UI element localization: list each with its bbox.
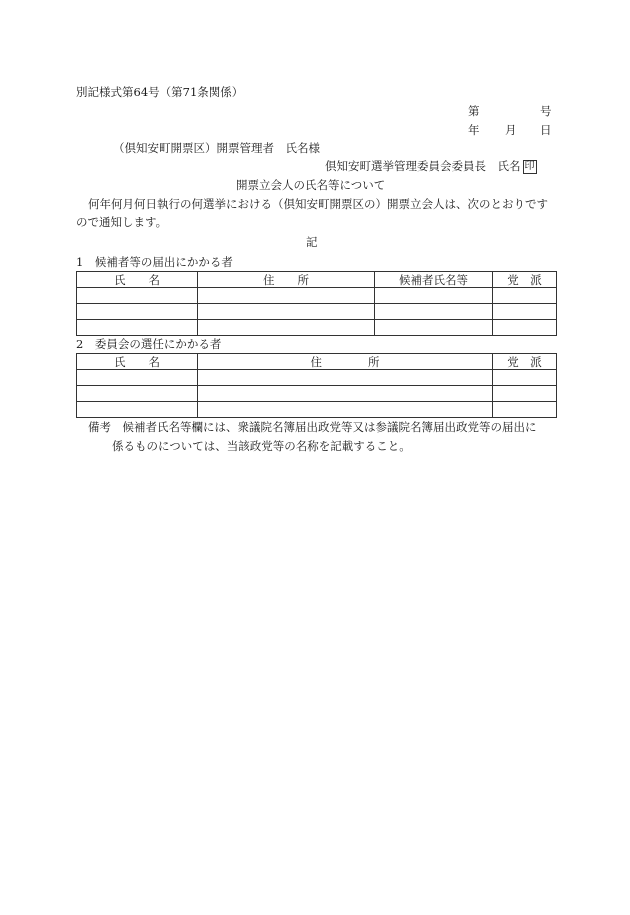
sender xyxy=(325,159,537,174)
cell-party xyxy=(493,320,557,336)
cell-address xyxy=(198,288,375,304)
cell-address xyxy=(198,386,493,402)
subject: 開票立会人の氏名等について xyxy=(236,178,386,192)
cell-name xyxy=(77,304,198,320)
header-party: 党 派 xyxy=(493,354,557,370)
note-line-1: 備考 候補者氏名等欄には、衆議院名簿届出政党等又は参議院名簿届出政党等の届出に xyxy=(88,420,537,434)
note-line-2: 係るものについては、当該政党等の名称を記載すること。 xyxy=(112,439,411,453)
seal-box: 印 xyxy=(524,161,535,172)
body-line-2: ので通知します。 xyxy=(76,215,168,229)
number-go: 号 xyxy=(540,104,552,118)
section1-table xyxy=(76,271,557,336)
table-row xyxy=(77,304,557,320)
number-dai: 第 xyxy=(468,104,480,118)
cell-candidate xyxy=(375,304,493,320)
cell-name xyxy=(77,386,198,402)
table-row xyxy=(77,320,557,336)
section2-title: 2 委員会の選任にかかる者 xyxy=(76,337,222,351)
cell-candidate xyxy=(375,288,493,304)
cell-party xyxy=(493,304,557,320)
ki-heading: 記 xyxy=(306,235,318,249)
cell-candidate xyxy=(375,320,493,336)
table-header-row xyxy=(77,354,557,370)
form-id: 別記様式第64号（第71条関係） xyxy=(76,85,244,99)
header-address: 住 所 xyxy=(198,354,493,370)
cell-name xyxy=(77,320,198,336)
cell-address xyxy=(198,370,493,386)
cell-address xyxy=(198,304,375,320)
header-name: 氏 名 xyxy=(77,272,198,288)
header-candidate: 候補者氏名等 xyxy=(375,272,493,288)
cell-party xyxy=(493,386,557,402)
date-year: 年 xyxy=(468,123,480,137)
cell-name xyxy=(77,370,198,386)
header-address: 住 所 xyxy=(198,272,375,288)
header-party: 党 派 xyxy=(493,272,557,288)
table-row xyxy=(77,402,557,418)
date-day: 日 xyxy=(540,123,552,137)
table-row xyxy=(77,370,557,386)
cell-party xyxy=(493,370,557,386)
cell-party xyxy=(493,402,557,418)
table-row xyxy=(77,288,557,304)
sender-name: 倶知安町選挙管理委員会委員長 氏名 xyxy=(325,159,521,173)
date-month: 月 xyxy=(505,123,517,137)
cell-address xyxy=(198,402,493,418)
cell-address xyxy=(198,320,375,336)
body-line-1: 何年何月何日執行の何選挙における（倶知安町開票区の）開票立会人は、次のとおりです xyxy=(88,197,548,211)
addressee: （倶知安町開票区）開票管理者 氏名様 xyxy=(113,141,320,155)
table-header-row xyxy=(77,272,557,288)
table-row xyxy=(77,386,557,402)
cell-name xyxy=(77,288,198,304)
header-name: 氏 名 xyxy=(77,354,198,370)
section1-title: 1 候補者等の届出にかかる者 xyxy=(76,255,233,269)
section2-table xyxy=(76,353,557,418)
cell-name xyxy=(77,402,198,418)
cell-party xyxy=(493,288,557,304)
